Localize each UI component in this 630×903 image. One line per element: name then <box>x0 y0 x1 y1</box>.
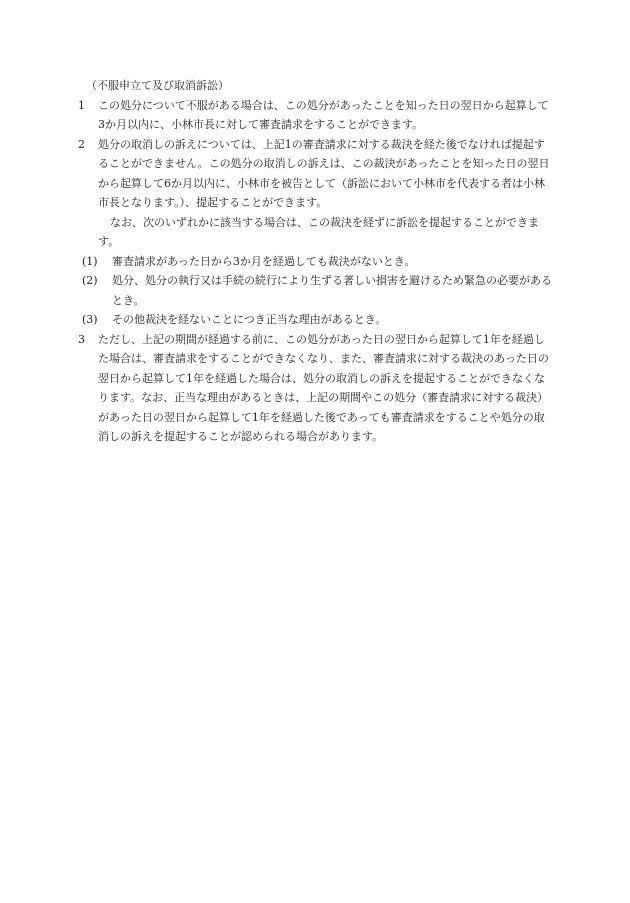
subitem-text: その他裁決を経ないことにつき正当な理由があるとき。 <box>112 313 387 326</box>
paragraph-text: この処分について不服がある場合は、この処分があったことを知った日の翌日から起算して3か月以内に、小林市長に対して審査請求をすることができます。 <box>98 98 549 131</box>
subitem-number: (2) <box>82 274 98 287</box>
paragraph-text: 処分の取消しの訴えについては、上記1の審査請求に対する裁決を経た後でなければ提起することができません。この処分の取消しの訴えは、この裁決があったことを知った日の翌日から起算して6か月以内に、小林市を被告として（訴訟において小林市を代表する者は小林市長となります。）、提起することができます。 <box>98 137 550 209</box>
subitem-3 <box>78 310 552 330</box>
paragraph-number: 1 <box>78 98 85 112</box>
paragraph-text: ただし、上記の期間が経過する前に、この処分があった日の翌日から起算して1年を経過した場合は、審査請求をすることができなくなり、また、審査請求に対する裁決のあった日の翌日から起算して1年を経過した場合は、処分の取消しの訴えを提起することができなくなります。なお、正当な理由があるときは、上記の期間やこの処分（審査請求に対する裁決）があった日の翌日から起算して1年を経過した後であっても審査請求をすることや処分の取消しの訴えを提起することが認められる場合があります。 <box>98 332 549 443</box>
paragraph-number: 3 <box>78 332 85 346</box>
subitem-text: 審査請求があった日から3か月を経過しても裁決がないとき。 <box>112 254 416 268</box>
subitem-2 <box>78 271 552 310</box>
subitem-number: (1) <box>82 254 98 268</box>
paragraph-number: 2 <box>78 137 85 151</box>
subitem-1 <box>78 252 552 272</box>
paragraph-note: なお、次のいずれかに該当する場合は、この裁決を経ずに訴訟を提起することができます。 <box>98 215 539 248</box>
section-heading: （不服申立て及び取消訴訟） <box>86 79 229 92</box>
subitem-text: 処分、処分の執行又は手続の続行により生ずる著しい損害を避けるため緊急の必要があるとき。 <box>112 274 552 307</box>
paragraph-1 <box>78 96 552 135</box>
subitem-number: (3) <box>82 313 98 326</box>
appeal-notice <box>78 76 552 447</box>
paragraph-2 <box>78 135 552 252</box>
paragraph-3 <box>78 330 552 447</box>
